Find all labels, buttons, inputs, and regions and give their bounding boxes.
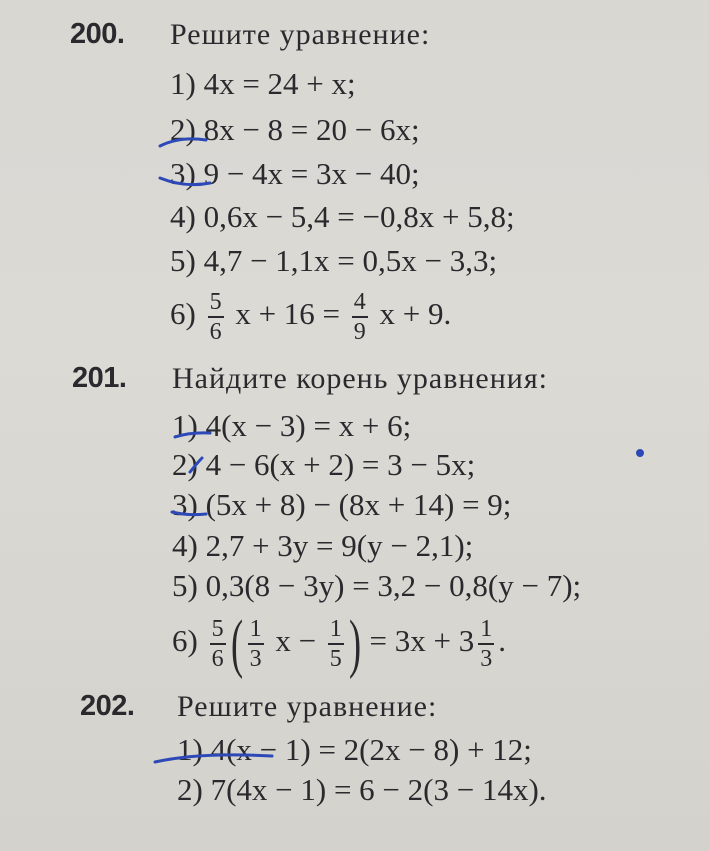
pen-underline [175, 433, 210, 437]
item-label: 6) [170, 296, 196, 332]
fraction: $\frac{1}{3}$ [480, 615, 493, 672]
problem-heading: Найдите корень уравнения: [172, 362, 548, 395]
item-label: 6) [172, 622, 198, 658]
equation-item: 3) 9 − 4x = 3x − 40; [170, 156, 420, 191]
equation-item: 5) 0,3(8 − 3y) = 3,2 − 0,8(y − 7); [172, 568, 582, 603]
equation-item: 1) 4x = 24 + x; [170, 66, 356, 101]
fraction: $\frac{5}{6}$ [209, 289, 222, 345]
pen-dot [637, 450, 643, 456]
equation-item: 2) 8x − 8 = 20 − 6x; [170, 112, 420, 147]
fraction: $\frac{1}{5}$ [329, 615, 342, 672]
pen-underline [172, 512, 206, 515]
right-paren: ) [348, 607, 361, 680]
pen-underline [160, 139, 206, 146]
equation-item: 3) (5x + 8) − (8x + 14) = 9; [172, 487, 512, 522]
equation-item-fraction: 6) $\frac{5}{6}$ ( $\frac{1}{3}$ x − $\frac{1}{5}$ ) = 3x + 3 $\frac{1}{3}$ . [172, 607, 506, 680]
problem-heading: Решите уравнение: [177, 690, 438, 723]
pen-underline [160, 178, 210, 185]
problem-number: 201. [72, 362, 127, 394]
problem-number: 200. [70, 18, 125, 50]
problem-heading: Решите уравнение: [170, 18, 431, 51]
left-paren: ( [230, 607, 243, 680]
pen-underline [155, 755, 272, 762]
equation-item-fraction: 6) $\frac{5}{6}$ x + 16 = $\frac{4}{9}$ x + 9. [170, 289, 452, 345]
equation-item: 4) 2,7 + 3y = 9(y − 2,1); [172, 528, 474, 563]
fraction: $\frac{1}{3}$ [249, 615, 262, 672]
fraction: $\frac{5}{6}$ [211, 615, 224, 672]
pen-underline [190, 458, 202, 472]
equation-item: 5) 4,7 − 1,1x = 0,5x − 3,3; [170, 243, 498, 278]
equation-item: 4) 0,6x − 5,4 = −0,8x + 5,8; [170, 199, 515, 234]
equation-item: 1) 4(x − 1) = 2(2x − 8) + 12; [177, 732, 532, 767]
equation-item: 1) 4(x − 3) = x + 6; [172, 408, 412, 443]
equation-item: 2) 4 − 6(x + 2) = 3 − 5x; [172, 447, 476, 482]
fraction: $\frac{4}{9}$ [353, 289, 366, 345]
problem-number: 202. [80, 690, 135, 722]
equation-item: 2) 7(4x − 1) = 6 − 2(3 − 14x). [177, 772, 547, 807]
